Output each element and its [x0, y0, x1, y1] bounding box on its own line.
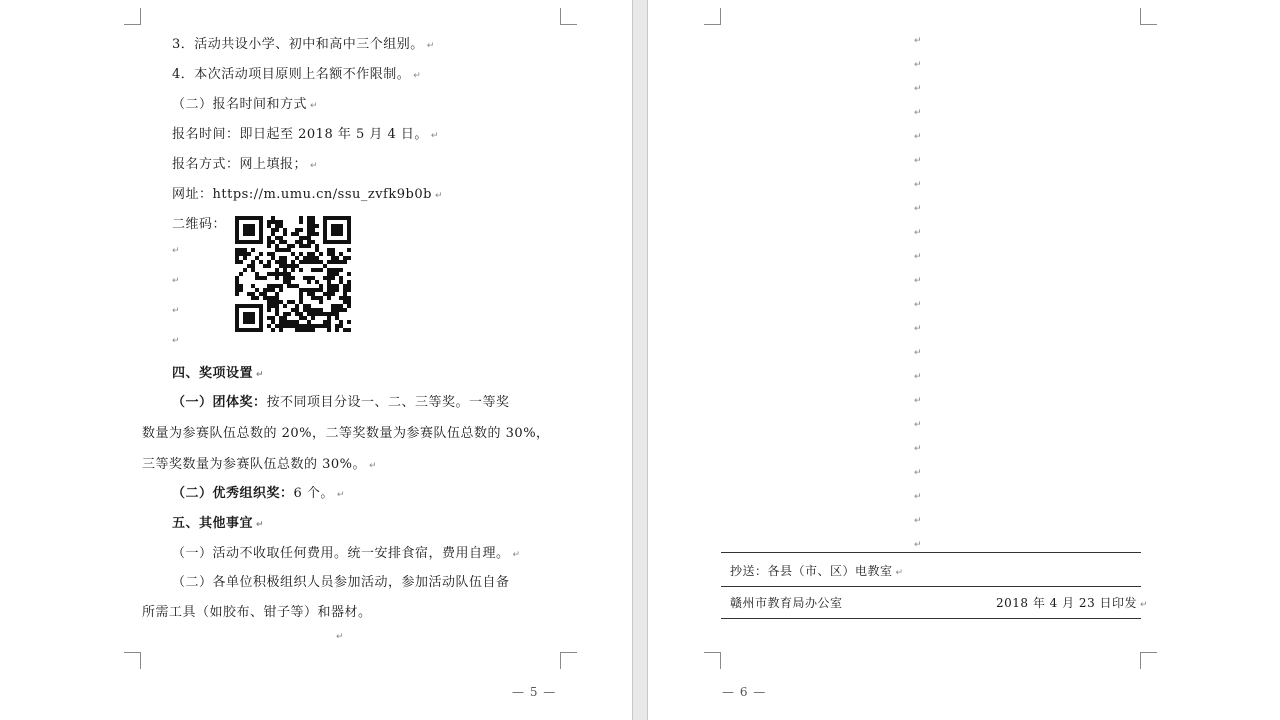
paragraph-mark: ↵ — [914, 132, 922, 142]
text-line: 3．活动共设小学、初中和高中三个组别。 ↵ — [172, 37, 435, 52]
qr-label: 二维码： — [172, 217, 227, 232]
paragraph-mark: ↵ — [914, 468, 922, 478]
text-line: 数量为参赛队伍总数的 20%，二等奖数量为参赛队伍总数的 30%， — [142, 426, 550, 441]
crop-mark-bottom-right — [560, 652, 577, 669]
url-line: 网址：https://m.umu.cn/ssu_zvfk9b0b ↵ — [172, 187, 443, 202]
page-gap — [632, 0, 648, 720]
paragraph-mark: ↵ — [914, 492, 922, 502]
rule-line — [721, 586, 1141, 587]
paragraph-mark: ↵ — [336, 632, 344, 642]
text-line: 三等奖数量为参赛队伍总数的 30%。 ↵ — [142, 457, 378, 472]
qr-code-image — [235, 216, 351, 332]
paragraph-mark: ↵ — [172, 246, 180, 256]
paragraph-mark: ↵ — [914, 372, 922, 382]
issuer-line: 赣州市教育局办公室 — [730, 596, 843, 610]
paragraph-mark: ↵ — [914, 180, 922, 190]
page-number: — 6 — — [722, 685, 767, 699]
text-line: 报名时间：即日起至 2018 年 5 月 4 日。 ↵ — [172, 127, 439, 142]
paragraph-mark: ↵ — [914, 252, 922, 262]
crop-mark-top-left — [124, 8, 141, 25]
document-page-6 — [648, 0, 1280, 720]
paragraph-mark: ↵ — [914, 84, 922, 94]
rule-line — [721, 618, 1141, 619]
paragraph-mark: ↵ — [914, 420, 922, 430]
paragraph-mark: ↵ — [914, 36, 922, 46]
paragraph-mark: ↵ — [914, 540, 922, 550]
paragraph-mark: ↵ — [914, 516, 922, 526]
section-heading: 四、奖项设置 ↵ — [172, 366, 265, 381]
rule-line — [721, 552, 1141, 553]
text-line: 所需工具（如胶布、钳子等）和器材。 — [142, 605, 372, 620]
paragraph-mark: ↵ — [914, 348, 922, 358]
paragraph-mark: ↵ — [914, 204, 922, 214]
cc-line: 抄送：各县（市、区）电教室 ↵ — [730, 564, 904, 578]
text-line: （一）团体奖：按不同项目分设一、二、三等奖。一等奖 — [172, 395, 510, 410]
text-line: 4．本次活动项目原则上名额不作限制。 ↵ — [172, 67, 422, 82]
print-date: 2018 年 4 月 23 日印发 ↵ — [996, 596, 1149, 610]
crop-mark-top-right — [560, 8, 577, 25]
document-page-5 — [0, 0, 632, 720]
crop-mark-top-left — [704, 8, 721, 25]
crop-mark-bottom-left — [704, 652, 721, 669]
text-line: （一）活动不收取任何费用。统一安排食宿，费用自理。 ↵ — [172, 546, 521, 561]
crop-mark-bottom-right — [1140, 652, 1157, 669]
paragraph-mark: ↵ — [914, 156, 922, 166]
text-line: 报名方式：网上填报； ↵ — [172, 157, 319, 172]
subheading: （二）报名时间和方式 ↵ — [172, 97, 319, 112]
paragraph-mark: ↵ — [172, 276, 180, 286]
paragraph-mark: ↵ — [914, 444, 922, 454]
text-line: （二）优秀组织奖：6 个。 ↵ — [172, 486, 345, 501]
paragraph-mark: ↵ — [914, 276, 922, 286]
paragraph-mark: ↵ — [914, 300, 922, 310]
page-number: — 5 — — [512, 685, 557, 699]
paragraph-mark: ↵ — [172, 306, 180, 316]
section-heading: 五、其他事宜 ↵ — [172, 516, 265, 531]
crop-mark-bottom-left — [124, 652, 141, 669]
paragraph-mark: ↵ — [914, 324, 922, 334]
paragraph-mark: ↵ — [914, 108, 922, 118]
text-line: （二）各单位积极组织人员参加活动，参加活动队伍自备 — [172, 575, 510, 590]
crop-mark-top-right — [1140, 8, 1157, 25]
paragraph-mark: ↵ — [914, 228, 922, 238]
paragraph-mark: ↵ — [914, 60, 922, 70]
paragraph-mark: ↵ — [914, 396, 922, 406]
paragraph-mark: ↵ — [172, 336, 180, 346]
